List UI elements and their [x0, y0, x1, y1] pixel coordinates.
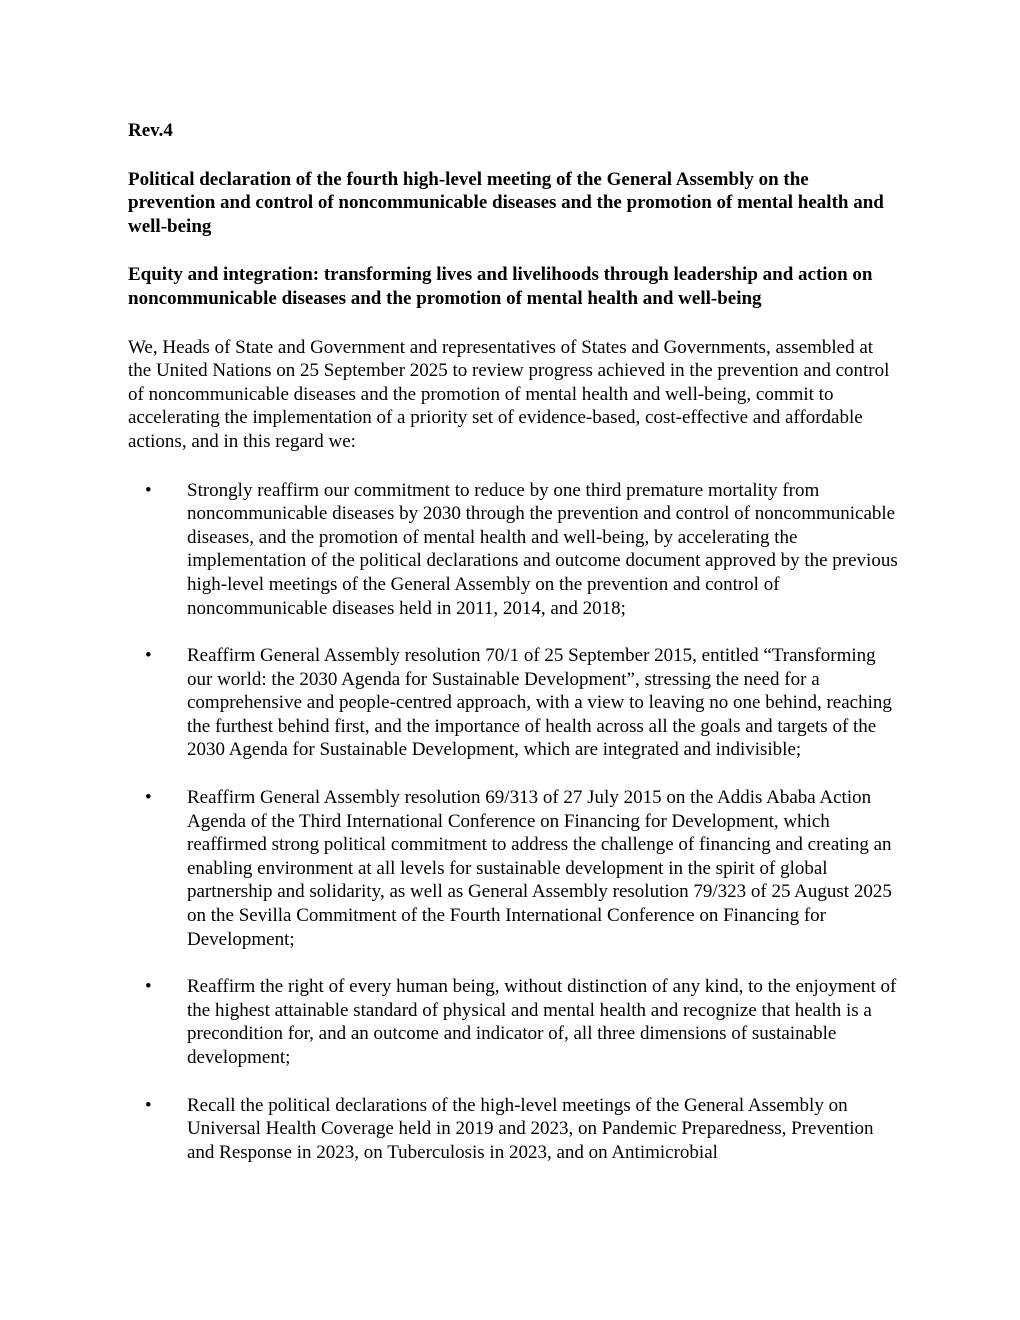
commitments-list — [128, 479, 898, 1165]
document-subtitle: Equity and integration: transforming lives and livelihoods through leadership and action on noncommunicable diseases and the promotion of mental health and well-being — [128, 264, 873, 309]
list-item-text: Reaffirm General Assembly resolution 70/1 of 25 September 2015, entitled “Transforming our world: the 2030 Agenda for Sustainable Development”, stressing the need for a comprehensive and people-centred approach, with a view to leaving no one behind, reaching the furthest behind first, and the importance of health across all the goals and targets of the 2030 Agenda for Sustainable Development, which are integrated and indivisible; — [187, 645, 892, 761]
list-item — [128, 1094, 898, 1165]
bullet-icon: • — [145, 787, 152, 809]
list-item-text: Recall the political declarations of the high-level meetings of the General Assembly on Universal Health Coverage held in 2019 and 2023, on Pandemic Preparedness, Prevention and Response in 2023, on Tuberculosis in 2023, and on Antimicrobial — [187, 1094, 874, 1163]
document-page — [128, 119, 898, 1188]
bullet-icon: • — [145, 645, 152, 667]
bullet-icon: • — [145, 1094, 152, 1116]
intro-paragraph: We, Heads of State and Government and representatives of States and Governments, assembled at the United Nations on 25 September 2025 to review progress achieved in the prevention and control of noncommunicable diseases and the promotion of mental health and well-being, commit to accelerating the implementation of a priority set of evidence-based, cost-effective and affordable actions, and in this regard we: — [128, 336, 890, 452]
list-item-text: Reaffirm the right of every human being, without distinction of any kind, to the enjoyment of the highest attainable standard of physical and mental health and recognize that health is a precondition for, and an outcome and indicator of, all three dimensions of sustainable development; — [187, 976, 897, 1068]
bullet-icon: • — [145, 976, 152, 998]
revision-label: Rev.4 — [128, 120, 173, 141]
document-title: Political declaration of the fourth high-level meeting of the General Assembly on the prevention and control of noncommunicable diseases and the promotion of mental health and well-being — [128, 168, 884, 237]
bullet-icon: • — [145, 479, 152, 501]
list-item — [128, 479, 898, 621]
list-item — [128, 644, 898, 762]
list-item — [128, 975, 898, 1069]
list-item — [128, 786, 898, 951]
list-item-text: Reaffirm General Assembly resolution 69/313 of 27 July 2015 on the Addis Ababa Action Agenda of the Third International Conference on Financing for Development, which reaffirmed strong political commitment to address the challenge of financing and creating an enabling environment at all levels for sustainable development in the spirit of global partnership and solidarity, as well as General Assembly resolution 79/323 of 25 August 2025 on the Sevilla Commitment of the Fourth International Conference on Financing for Development; — [187, 787, 892, 950]
list-item-text: Strongly reaffirm our commitment to reduce by one third premature mortality from noncommunicable diseases by 2030 through the prevention and control of noncommunicable diseases, and the promotion of mental health and well-being, by accelerating the implementation of the political declarations and outcome document approved by the previous high-level meetings of the General Assembly on the prevention and control of noncommunicable diseases held in 2011, 2014, and 2018; — [187, 479, 898, 619]
